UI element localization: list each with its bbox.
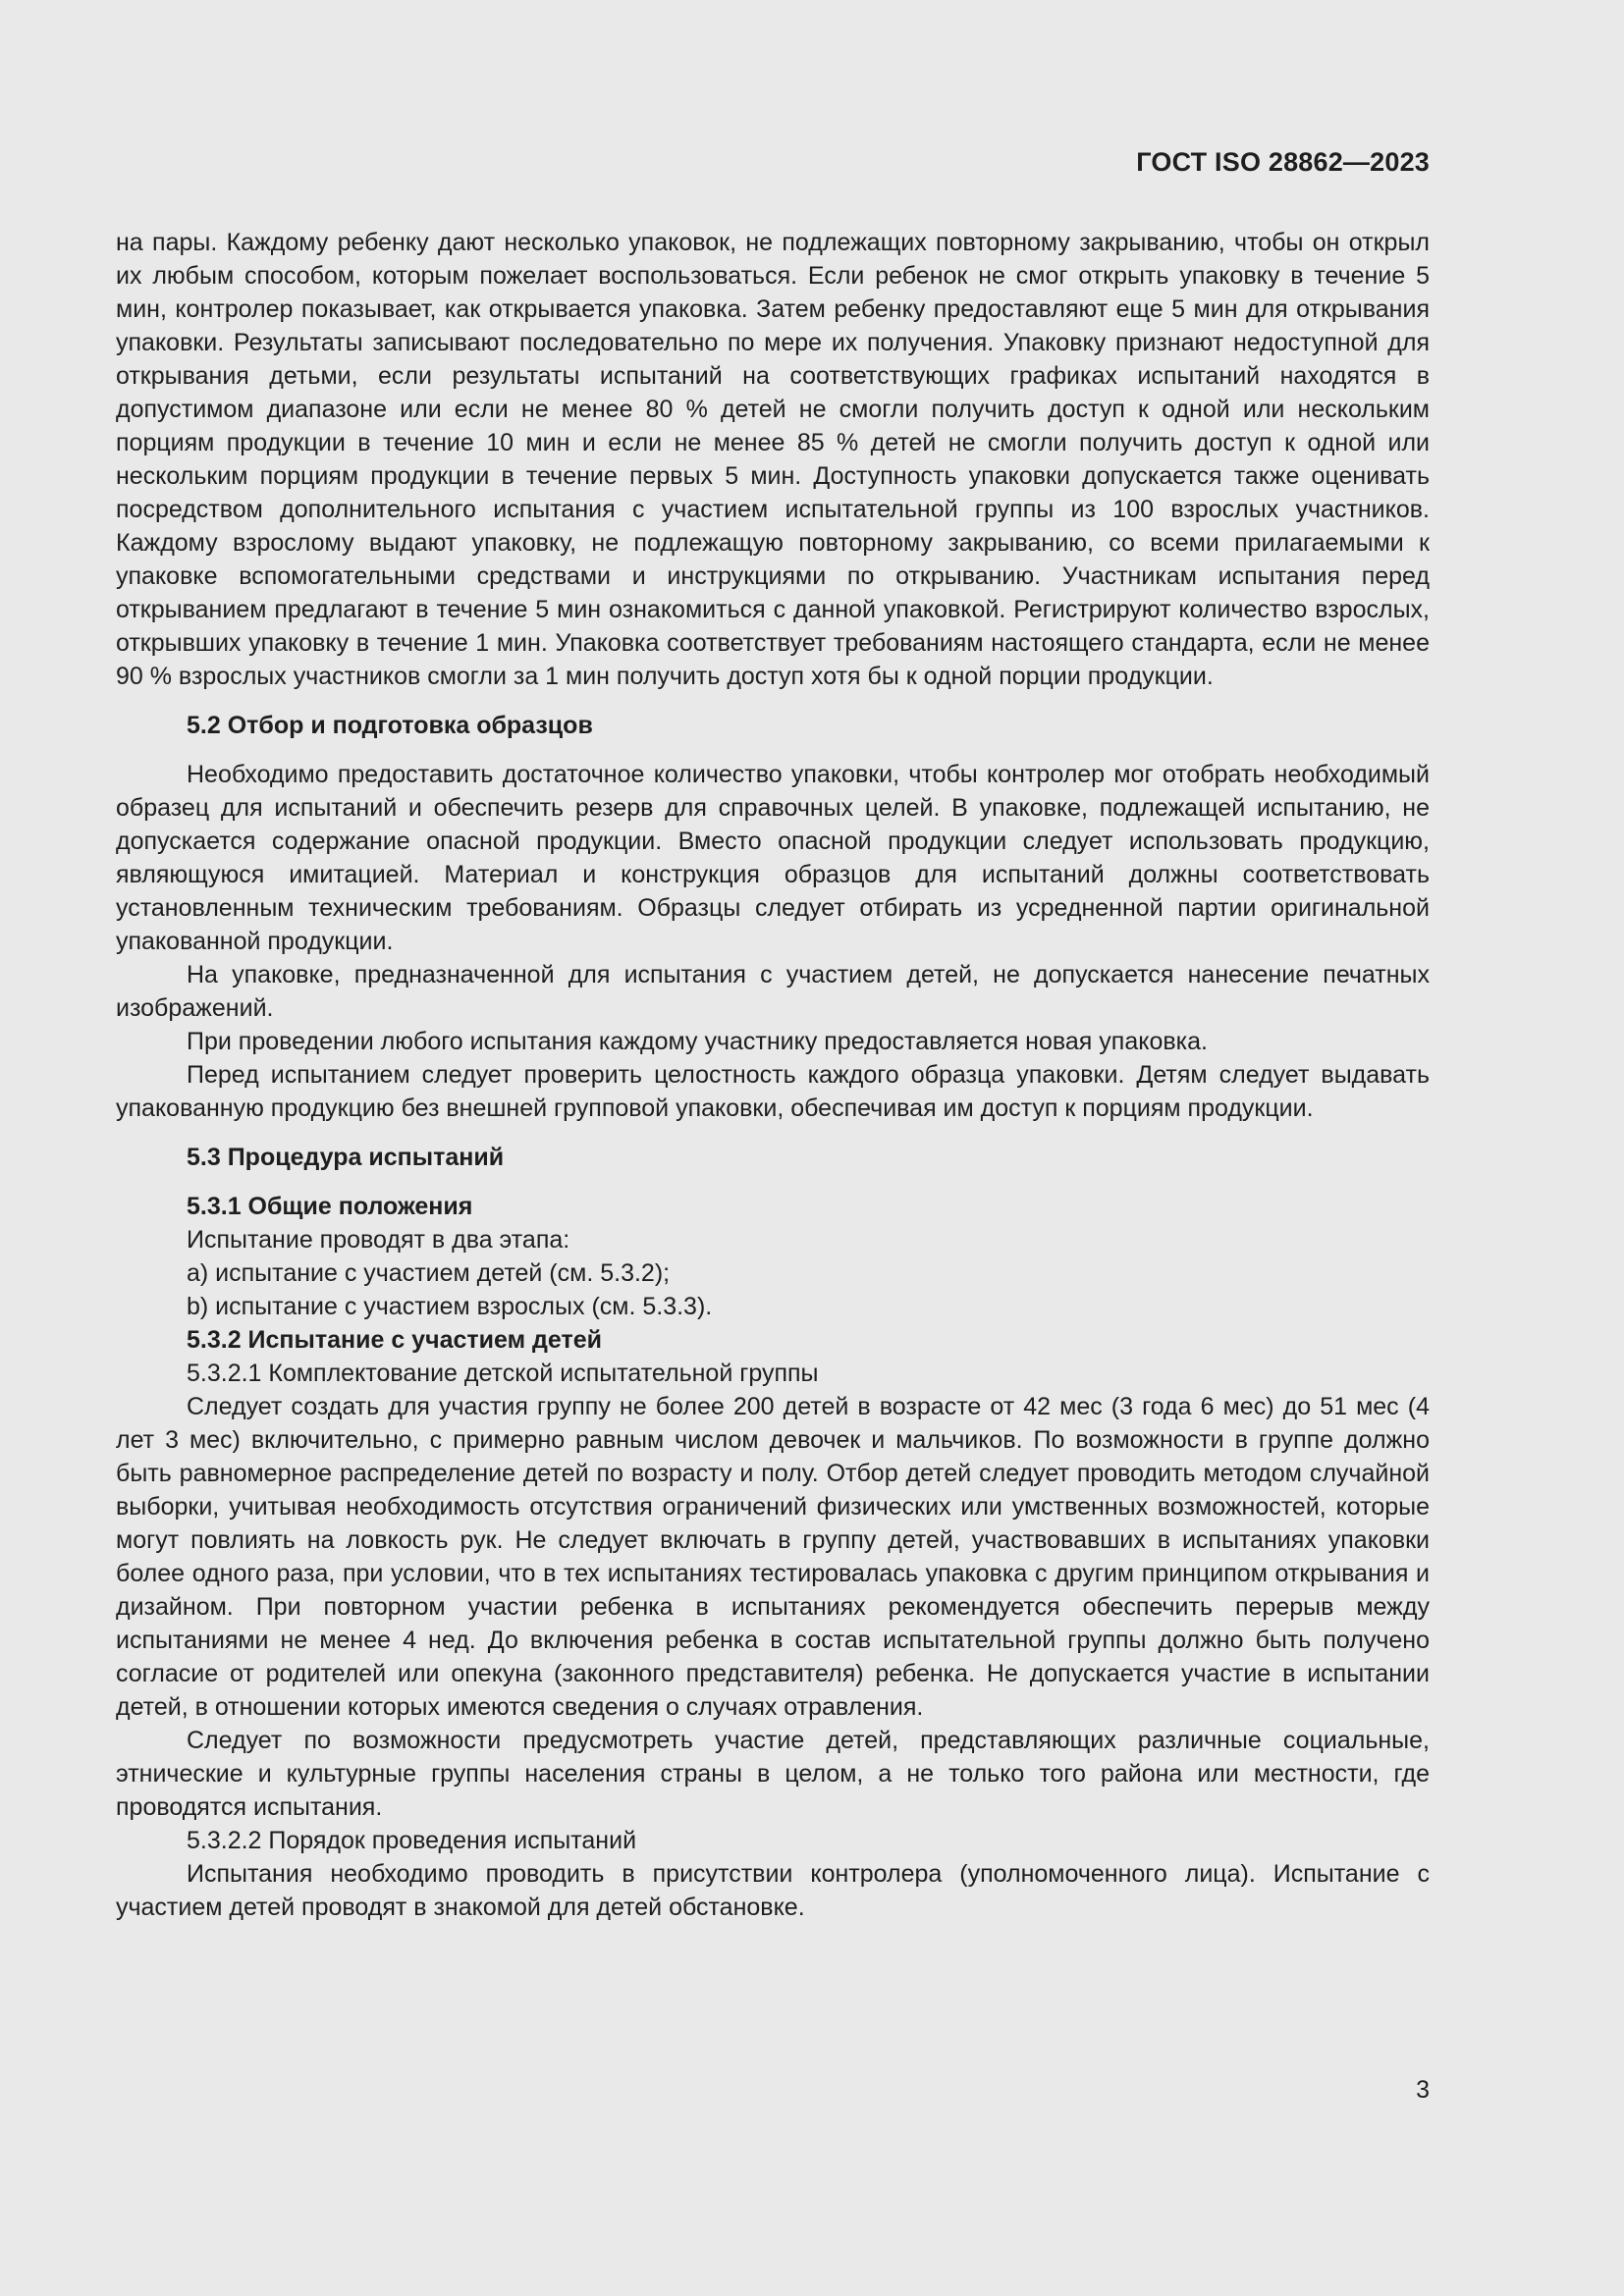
paragraph-5-3-1: Испытание проводят в два этапа: — [187, 1226, 570, 1254]
page-number: 3 — [1416, 2076, 1430, 2104]
document-header: ГОСТ ISO 28862—2023 — [1136, 147, 1430, 177]
clause-heading-5-3-2-2: 5.3.2.2 Порядок проведения испытаний — [187, 1827, 637, 1854]
paragraph-5-3-2-2: Испытания необходимо проводить в присутствии контролера (уполномоченного лица). Испытание с участием детей проводят в знакомой для детей обстановке. — [116, 1860, 1430, 1921]
section-heading-5-2: 5.2 Отбор и подготовка образцов — [187, 712, 593, 739]
paragraph-5-3-2-1-b: Следует по возможности предусмотреть участие детей, представляющих различные социальные, этнические и культурные группы населения страны в целом, а не только того района или местности, где проводятся испытания. — [116, 1727, 1430, 1821]
paragraph-intro: на пары. Каждому ребенку дают несколько упаковок, не подлежащих повторному закрыванию, чтобы он открыл их любым способом, которым пожелает воспользоваться. Если ребенок не смог открыть упаковку в течение 5 мин, контролер показывает, как открывается упаковка. Затем ребенку предоставляют еще 5 мин для открывания упаковки. Результаты записывают последовательно по мере их получения. Упаковку признают недоступной для открывания детьми, если результаты испытаний на соответствующих графиках испытаний находятся в допустимом диапазоне или если не менее 80 % детей не смогли получить доступ к одной или нескольким порциям продукции в течение 10 мин и если не менее 85 % детей не смогли получить доступ к одной или нескольким порциям продукции в течение первых 5 мин. Доступность упаковки допускается также оценивать посредством дополнительного испытания с участием испытательной группы из 100 взрослых участников. Каждому взрослому выдают упаковку, не подлежащую повторному закрыванию, со всеми прилагаемыми к упаковке вспомогательными средствами и инструкциями по открыванию. Участникам испытания перед открыванием предлагают в течение 5 мин ознакомиться с данной упаковкой. Регистрируют количество взрослых, открывших упаковку в течение 1 мин. Упаковка соответствует требованиям настоящего стандарта, если не менее 90 % взрослых участников смогли за 1 мин получить доступ хотя бы к одной порции продукции. — [116, 229, 1430, 690]
paragraph-5-2-d: Перед испытанием следует проверить целостность каждого образца упаковки. Детям следует выдавать упакованную продукцию без внешней групповой упаковки, обеспечивая им доступ к порциям продукции. — [116, 1061, 1430, 1122]
list-item: b) испытание с участием взрослых (см. 5.3.3). — [187, 1293, 713, 1320]
document-body — [116, 226, 1430, 1924]
list-item: a) испытание с участием детей (см. 5.3.2); — [187, 1259, 671, 1287]
clause-heading-5-3-2-1: 5.3.2.1 Комплектование детской испытательной группы — [187, 1360, 819, 1387]
subsection-heading-5-3-2: 5.3.2 Испытание с участием детей — [187, 1326, 602, 1354]
section-heading-5-3: 5.3 Процедура испытаний — [187, 1144, 505, 1171]
paragraph-5-2-c: При проведении любого испытания каждому участнику предоставляется новая упаковка. — [187, 1028, 1208, 1055]
paragraph-5-2-b: На упаковке, предназначенной для испытания с участием детей, не допускается нанесение печатных изображений. — [116, 961, 1430, 1022]
paragraph-5-3-2-1-a: Следует создать для участия группу не более 200 детей в возрасте от 42 мес (3 года 6 мес) до 51 мес (4 лет 3 мес) включительно, с примерно равным числом девочек и мальчиков. По возможности в группе должно быть равномерное распределение детей по возрасту и полу. Отбор детей следует проводить методом случайной выборки, учитывая необходимость отсутствия ограничений физических или умственных возможностей, которые могут повлиять на ловкость рук. Не следует включать в группу детей, участвовавших в испытаниях упаковки более одного раза, при условии, что в тех испытаниях тестировалась упаковка с другим принципом открывания и дизайном. При повторном участии ребенка в испытаниях рекомендуется обеспечить перерыв между испытаниями не менее 4 нед. До включения ребенка в состав испытательной группы должно быть получено согласие от родителей или опекуна (законного представителя) ребенка. Не допускается участие в испытании детей, в отношении которых имеются сведения о случаях отравления. — [116, 1393, 1430, 1721]
paragraph-5-2-a: Необходимо предоставить достаточное количество упаковки, чтобы контролер мог отобрать необходимый образец для испытаний и обеспечить резерв для справочных целей. В упаковке, подлежащей испытанию, не допускается содержание опасной продукции. Вместо опасной продукции следует использовать продукцию, являющуюся имитацией. Материал и конструкция образцов для испытаний должны соответствовать установленным техническим требованиям. Образцы следует отбирать из усредненной партии оригинальной упакованной продукции. — [116, 761, 1430, 955]
subsection-heading-5-3-1: 5.3.1 Общие положения — [187, 1193, 473, 1220]
